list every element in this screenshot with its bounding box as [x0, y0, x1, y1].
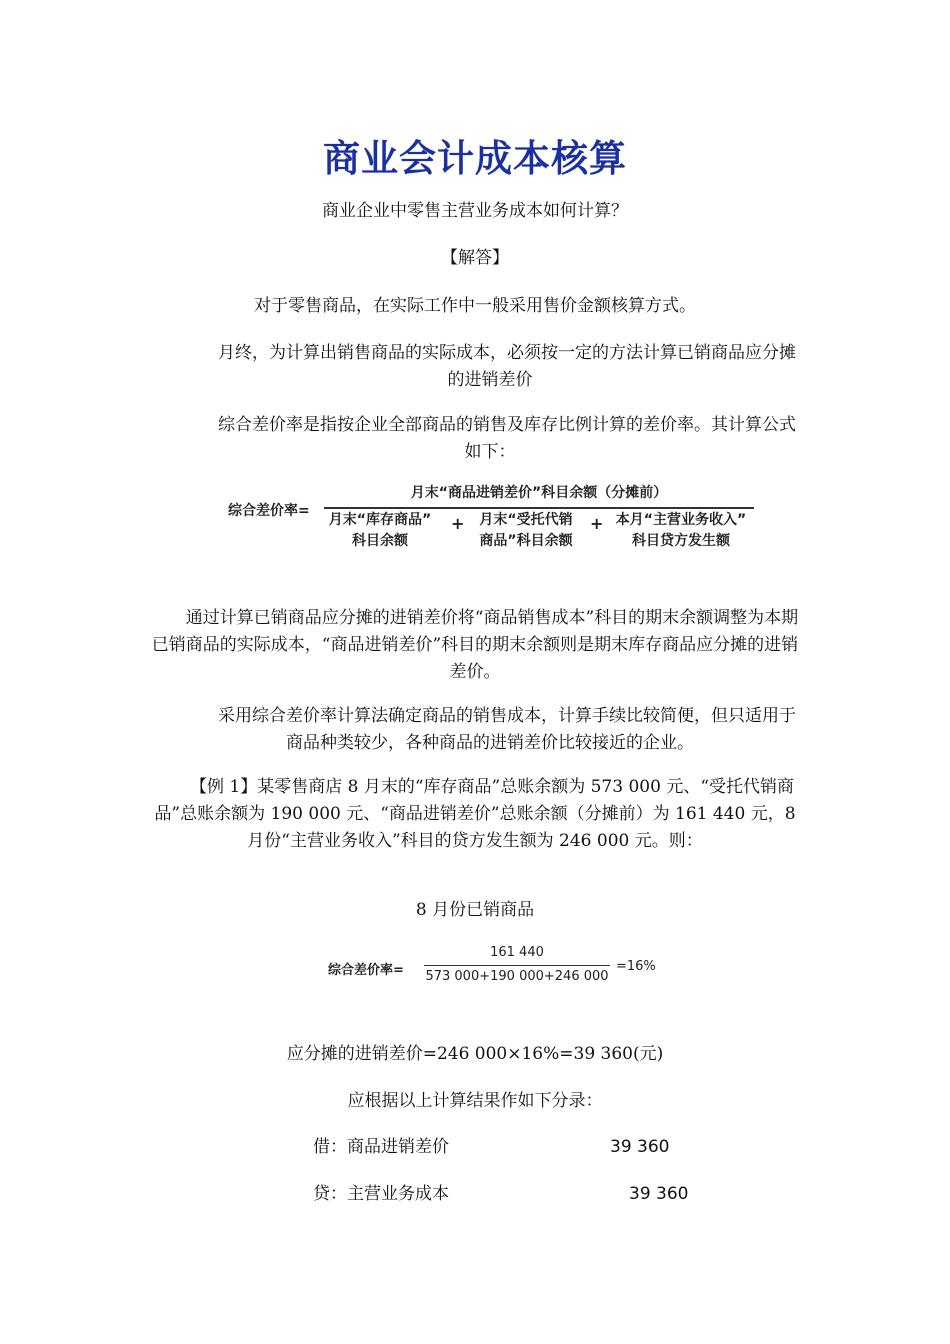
den1-line2: 科目余额: [352, 533, 408, 549]
example-1: 【例 1】某零售商店 8 月末的“库存商品”总账余额为 573 000 元、“受托代销商品”总账余额为 190 000 元、“商品进销差价”总账余额（分摊前）为 161 440 元，8 月份“主营业务收入”科目的贷方发生额为 246 000 元。则：: [154, 777, 796, 851]
formula2-result: =16%: [616, 959, 656, 974]
debit-amount: 39 360: [610, 1137, 670, 1157]
den2-line1: 月末“受托代销: [479, 512, 573, 528]
credit-amount: 39 360: [629, 1184, 689, 1204]
paragraph-5: 采用综合差价率计算法确定商品的销售成本，计算手续比较简便，但只适用于商品种类较少，各种商品的进销差价比较接近的企业。: [218, 706, 796, 753]
formula-numerator: 月末“商品进销差价”科目余额（分摊前）: [410, 485, 668, 501]
den3-line1: 本月“主营业务收入”: [615, 512, 747, 528]
answer-heading: 【解答】: [441, 248, 509, 268]
paragraph-3: 综合差价率是指按企业全部商品的销售及库存比例计算的差价率。其计算公式如下：: [218, 415, 796, 462]
debit-label: 借：商品进销差价: [313, 1137, 449, 1157]
page-title: 商业会计成本核算: [323, 137, 627, 180]
formula2-numerator: 161 440: [490, 945, 544, 960]
credit-label: 贷：主营业务成本: [313, 1184, 449, 1204]
formula2-denominator: 573 000+190 000+246 000: [425, 969, 609, 984]
den2-line2: 商品”科目余额: [479, 533, 573, 549]
fraction-bar: [324, 507, 754, 509]
formula-lhs: 综合差价率=: [228, 503, 310, 519]
example-rate-formula: [328, 945, 658, 989]
composite-rate-formula: [228, 480, 758, 552]
den3-line2: 科目贷方发生额: [632, 533, 730, 549]
paragraph-4: 通过计算已销商品应分摊的进销差价将“商品销售成本”科目的期末余额调整为本期已销商品的实际成本，“商品进销差价”科目的期末余额则是期末库存商品应分摊的进销差价。: [151, 608, 799, 682]
entry-intro: 应根据以上计算结果作如下分录：: [347, 1091, 603, 1111]
formula-denominator-term-3: [606, 510, 756, 552]
formula-denominator-term-2: [466, 510, 586, 552]
question-text: 商业企业中零售主营业务成本如何计算？: [322, 201, 628, 221]
allocated-difference: 应分摊的进销差价=246 000×16%=39 360(元): [286, 1044, 664, 1064]
sold-goods-label: 8 月份已销商品: [415, 900, 535, 920]
paragraph-2: 月终，为计算出销售商品的实际成本，必须按一定的方法计算已销商品应分摊的进销差价: [218, 343, 796, 390]
paragraph-1: 对于零售商品，在实际工作中一般采用售价金额核算方式。: [254, 296, 696, 316]
fraction-bar: [424, 965, 610, 966]
formula2-lhs: 综合差价率=: [328, 963, 404, 978]
den1-line1: 月末“库存商品”: [328, 512, 432, 528]
plus-sign: +: [451, 514, 465, 533]
formula-denominator-term-1: [324, 510, 436, 552]
plus-sign: +: [590, 514, 604, 533]
